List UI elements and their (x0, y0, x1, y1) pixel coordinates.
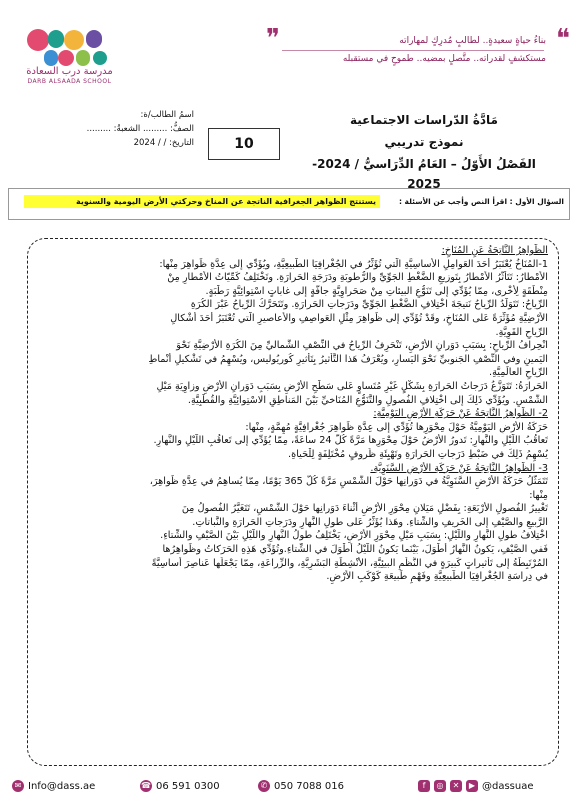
passage-line: الظَّواهِرُ النَّاتِجَةُ عَنِ المُنَاخِ: (441, 245, 548, 256)
x-icon: ✕ (450, 780, 462, 792)
school-name-en: DARB ALSAADA SCHOOL (27, 78, 112, 85)
passage-line: فَفي الصَّيْفِ، يَكونُ النَّهارُ أَطْوَلَ، بَيْنَما يَكونُ اللَّيْلُ أَطْوَلَ في الشِّتاءِ.وتُؤَدِّي هَذِهِ الحَرَكاتُ وظَواهِرُها (162, 544, 548, 556)
footer-phone[interactable] (140, 780, 220, 792)
youtube-icon: ▶ (466, 780, 478, 792)
phone-text: 06 591 0300 (156, 780, 220, 792)
learning-outcome-highlight: يستنتج الظواهر الجغرافية الناتجة عن المناخ وحركتي الأرض اليومية والسنوية (24, 195, 380, 208)
passage-line: الرِّياحِ القَوِيَّةِ. (495, 326, 548, 338)
passage-line: الشَّمْسِ. ويُؤَدِّي ذَلِكَ إلى اخْتِلافِ الفُصولِ والتَّنَوُّعِ المُنَاخيِّ بَيْنَ المَناطِقِ الاسْتِوائِيَّةِ والقُطْبِيَّةِ. (187, 394, 548, 406)
passage-line: المُرْتَبِطَةُ إلى تَأْثيراتٍ كَبيرَةٍ في النُّظُمِ البيئِيَّةِ، الأَنْشِطَةِ البَشَرِيَّةِ، والزِّراعَةِ، مِمّا يَجْعَلُها عَناصِرَ أَساسِيَّةً (151, 557, 548, 569)
passage-line: يُسْهِمُ ذَلِكَ في ضَبْطِ دَرَجاتِ الحَرارَةِ وتَهْيِئَةِ ظُروفٍ مُخْتَلِفَةٍ لِلْحَياةِ. (288, 448, 548, 460)
footer (0, 772, 578, 800)
term-label: الفَصْلُ الأَوّلُ – العَامُ الدِّرَاسيُّ / 2024-2025 (312, 157, 536, 191)
passage-line: الأَرْضِيَّةِ مُؤَثِّرَةً عَلى المُنَاخِ، وقَدْ تُؤَدِّي إلى ظَواهِرَ مِثْلِ العَواصِفِ والأَعاصيرِ الَّتي تُعْتَبَرُ أَحَدَ أَشْكالِ (170, 312, 548, 324)
passage-line: مِنْها: (529, 489, 548, 501)
question-label: السؤال الأول : اقرأ النص وأجب عن الأسئلة : (398, 197, 564, 206)
footer-mobile[interactable] (258, 780, 344, 792)
email-icon: ✉ (12, 780, 24, 792)
passage-line: الرَّبيعِ والصَّيْفِ إلى الخَريفِ والشِّتاءِ. وهَذا يُؤَثِّرُ عَلى طولِ النَّهارِ ودَرَجاتِ الحَرارَةِ والنَّباتاتِ. (192, 516, 548, 528)
footer-email[interactable] (12, 780, 95, 792)
passage-line: الرِّياحِ العالَمِيَّةِ. (489, 367, 548, 379)
passage-line: تَغْييرُ الفُصولِ الأَرْبَعَةِ: بِفَضْلِ مَيَلانِ مِحْوَرِ الأَرْضِ أَثْناءَ دَوَرانِها حَوْلَ الشَّمْسِ، تَتَغَيَّرُ الفُصولُ مِنَ (181, 503, 548, 515)
slogan-line-2: مستكشفٍ لقدراته.. متَّصلٍ بمضيه.. طموحٍ في مستقبله (342, 54, 546, 64)
footer-social[interactable] (418, 780, 534, 792)
passage-line: الأَمْطارُ: تَتَأَثَّرُ الأَمْطارُ بِتَوزيعِ الضَّغْطِ الجَوِّيِّ والرُّطوبَةِ ودَرَجَةِ الحَرارَةِ. وتَخْتَلِفُ كَمِّيّاتُ الأَمْطارِ مِنْ (167, 272, 548, 284)
whatsapp-icon: ✆ (258, 780, 270, 792)
school-logo (8, 18, 128, 98)
passage-line: تَتَمَثَّلُ حَرَكَةُ الأَرْضِ السَّنَوِيَّةُ في دَوَرانِها حَوْلَ الشَّمْسِ مَرَّةً كُلَّ 365 يَوْمًا، مِمّا يُساهِمُ في عِدَّةِ ظَواهِرَ، (149, 476, 548, 488)
mobile-text: 050 7088 016 (274, 780, 344, 792)
worksheet-type: نموذج تدريبي (384, 135, 464, 149)
facebook-icon: f (418, 780, 430, 792)
quote-open-icon: ❝ (556, 24, 570, 54)
passage-line: 1-المُنَاخُ يُعْتَبَرُ أَحَدَ العَوامِلِ الأساسِيَّةِ الَّتي تُؤَثِّرُ في الجُغْرافِيَا الطَّبيعِيَّةِ، ويُؤَدِّي إلى عِدَّةِ ظَواهِرَ مِنْها: (159, 258, 548, 270)
passage-line: اخْتِلافُ طولِ النَّهارِ واللَّيْلِ: بِسَبَبِ مَيْلِ مِحْوَرِ الأَرْضِ، يَخْتَلِفُ طولُ النَّهارِ واللَّيْلِ بَيْنَ الصَّيْفِ والشِّتاءِ. (160, 530, 548, 542)
passage-line: تَعاقُبُ اللَّيْلِ والنَّهارِ: تَدورُ الأَرْضُ حَوْلَ مِحْوَرِها مَرَّةً كُلَّ 24 ساعَةً، مِمّا يُؤَدِّي إلى تَعاقُبِ اللَّيْلِ والنَّهارِ. (153, 435, 548, 447)
quote-close-icon: ❞ (266, 24, 280, 54)
passage-line: حَرَكَةُ الأَرْضِ اليَوْمِيَّةُ حَوْلَ مِحْوَرِها تُؤَدِّي إلى عِدَّةِ ظَواهِرَ جُغْرافِيَّةٍ مُهِمَّةٍ، مِنْها: (245, 421, 548, 433)
slogan-divider (282, 50, 544, 51)
passage-line: في دِراسَةِ الجُغْرافِيَا الطَّبيعِيَّةِ وفَهْمِ طَبيعَةِ كَوْكَبِ الأَرْضِ. (326, 571, 548, 583)
school-name-ar: مدرسة درب السعادة (26, 66, 113, 77)
reading-passage (36, 244, 548, 584)
subject-header (300, 110, 548, 196)
slogan-line-1: بناءُ حياةٍ سعيدةٍ.. لطالبٍ مُدرِكٍ لمهاراته (399, 36, 546, 46)
student-name-label: اسمُ الطالب/ة: (140, 110, 194, 120)
passage-line: الحَرارَةُ: تَتَوَزَّعُ دَرَجاتُ الحَرارَةِ بِشَكْلٍ غَيْرِ مُتَساوٍ عَلى سَطْحِ الأَرْضِ بِسَبَبِ دَوَرانِ الأَرْضِ وزاوِيَةِ مَيْلِ (156, 380, 548, 392)
instagram-icon: ◎ (434, 780, 446, 792)
social-handle: @dassuae (482, 780, 534, 792)
passage-line: الرِّياحُ: تَتَوَلَّدُ الرِّياحُ نَتيجَةَ اخْتِلافِ الضَّغْطِ الجَوِّيِّ ودَرَجاتِ الحَرارَةِ. وتَتَحَرَّكُ الرِّياحُ عَبْرَ الكُرَةِ (190, 299, 548, 311)
passage-line: اليَمينِ وفي النِّصْفِ الجَنوبيِّ نَحْوَ اليَسارِ، ويُعْرَفُ هَذا التَّأثيرُ بِتَأثيرِ كُوريُوليس، ويُسْهِمُ في تَشْكيلِ أَنْماطِ (148, 353, 548, 365)
passage-line: 2- الظَّواهِرُ النَّاتِجَةُ عَنْ حَرَكَةِ الأَرْضِ اليَوْمِيَّةِ: (373, 408, 548, 420)
student-info (82, 110, 194, 170)
passage-line: مِنْطَقَةٍ لِأُخْرى، مِمّا يُؤَدِّي إلى تَنَوُّعِ البيئاتِ مِنْ صَحَراوِيَّةٍ جافَّةٍ إلى غاباتٍ اسْتِوائِيَّةٍ رَطْبَةٍ. (205, 285, 548, 297)
date-label: التاريخ: / / 2024 (133, 138, 194, 148)
worksheet-number: 10 (208, 128, 280, 160)
passage-line: 3- الظَّواهِرُ النَّاتِجَةُ عَنْ حَرَكَةِ الأَرْضِ السَّنَوِيَّةِ. (370, 462, 548, 474)
passage-line: انْحِرافُ الرِّياحِ: بِسَبَبِ دَوَرانِ الأَرْضِ، تَنْحَرِفُ الرِّياحُ في النِّصْفِ الشَّماليِّ مِنَ الكُرَةِ الأَرْضِيَّةِ نَحْوَ (176, 340, 548, 352)
email-text: Info@dass.ae (28, 780, 96, 792)
grade-section-label: الصفُّ: ......... الشعبةُ: ......... (86, 124, 194, 134)
subject-title: مَادَّةُ الدّراسات الاجتماعية (350, 113, 498, 127)
phone-icon: ☎ (141, 781, 151, 790)
